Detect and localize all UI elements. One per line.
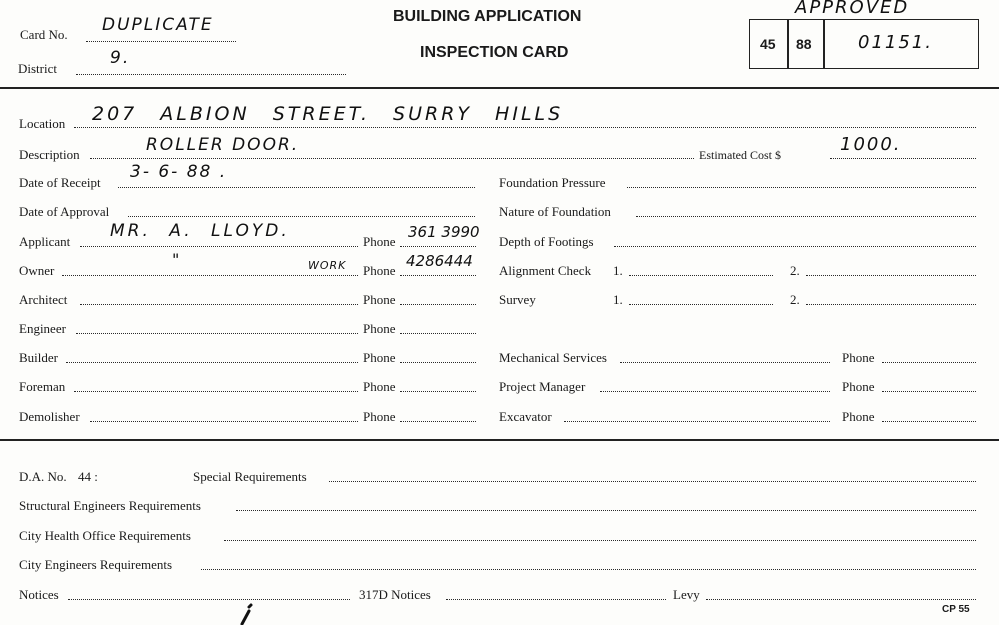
description-dots [90, 158, 694, 159]
health-requirements-label: City Health Office Requirements [19, 528, 191, 543]
estimated-cost-label: Estimated Cost $ [699, 148, 781, 162]
engineer-dots [76, 333, 358, 334]
depth-footings-dots [614, 246, 976, 247]
excavator-label: Excavator [499, 409, 552, 424]
foreman-label: Foreman [19, 379, 66, 394]
date-receipt-label: Date of Receipt [19, 175, 101, 190]
owner-value: " [172, 250, 182, 269]
excavator-phone-dots [882, 421, 976, 422]
nature-foundation-label: Nature of Foundation [499, 204, 611, 219]
card-no-value: DUPLICATE [102, 15, 214, 35]
structural-requirements-label: Structural Engineers Requirements [19, 498, 201, 513]
survey-label: Survey [499, 292, 536, 307]
survey-dots-1 [629, 304, 773, 305]
alignment-num-2: 2. [790, 263, 800, 278]
date-receipt-value: 3- 6- 88 . [130, 162, 228, 182]
requirements-divider [0, 439, 999, 441]
owner-phone-value: 4286444 [406, 252, 473, 270]
alignment-dots-2 [806, 275, 976, 276]
foreman-phone-dots [400, 391, 476, 392]
title-line-1: BUILDING APPLICATION [393, 8, 582, 25]
owner-phone-dots [400, 275, 476, 276]
notices-317d-dots [446, 599, 666, 600]
foreman-dots [74, 391, 358, 392]
survey-num-1: 1. [613, 292, 623, 307]
applicant-phone-dots [400, 246, 476, 247]
applicant-phone-label: Phone [363, 234, 396, 249]
owner-phone-label: Phone [363, 263, 396, 278]
date-receipt-dots [118, 187, 475, 188]
approved-stamp: APPROVED [795, 0, 910, 18]
demolisher-dots [90, 421, 358, 422]
title-line-2: INSPECTION CARD [420, 44, 569, 61]
project-manager-dots [600, 391, 830, 392]
box-number-1: 45 [760, 36, 776, 52]
foreman-phone-label: Phone [363, 379, 396, 394]
box-divider-2 [823, 20, 825, 68]
description-value: ROLLER DOOR. [146, 135, 300, 155]
da-no-value: 44 : [78, 469, 98, 484]
header-divider [0, 87, 999, 89]
mechanical-label: Mechanical Services [499, 350, 607, 365]
project-manager-label: Project Manager [499, 379, 586, 394]
pen-mark [238, 600, 258, 625]
applicant-dots [80, 246, 358, 247]
structural-requirements-dots [236, 510, 976, 511]
nature-foundation-dots [636, 216, 976, 217]
demolisher-label: Demolisher [19, 409, 80, 424]
form-code: CP 55 [942, 604, 970, 615]
date-approval-label: Date of Approval [19, 204, 110, 219]
mechanical-phone-dots [882, 362, 976, 363]
excavator-phone-label: Phone [842, 409, 875, 424]
owner-label: Owner [19, 263, 55, 278]
notices-label: Notices [19, 587, 59, 602]
city-engineers-label: City Engineers Requirements [19, 557, 173, 572]
architect-phone-dots [400, 304, 476, 305]
engineer-phone-label: Phone [363, 321, 396, 336]
district-value: 9. [110, 48, 131, 68]
estimated-cost-dots [830, 158, 976, 159]
alignment-num-1: 1. [613, 263, 623, 278]
architect-label: Architect [19, 292, 68, 307]
foundation-pressure-label: Foundation Pressure [499, 175, 606, 190]
card-no-label: Card No. [20, 27, 68, 42]
architect-phone-label: Phone [363, 292, 396, 307]
box-number-3: 01151. [858, 32, 933, 53]
box-number-2: 88 [796, 36, 812, 52]
health-requirements-dots [224, 540, 976, 541]
location-value: 207 ALBION STREET. SURRY HILLS [92, 103, 564, 125]
levy-label: Levy [673, 587, 700, 602]
project-manager-phone-label: Phone [842, 379, 875, 394]
special-requirements-label: Special Requirements [193, 469, 307, 484]
city-engineers-dots [201, 569, 976, 570]
district-label: District [18, 61, 57, 76]
description-label: Description [19, 147, 80, 162]
alignment-check-label: Alignment Check [499, 263, 592, 278]
project-manager-phone-dots [882, 391, 976, 392]
owner-work-note: WORK [308, 259, 347, 272]
da-no-label: D.A. No. [19, 469, 67, 484]
builder-phone-label: Phone [363, 350, 396, 365]
applicant-label: Applicant [19, 234, 71, 249]
date-approval-dots [128, 216, 475, 217]
applicant-phone-value: 361 3990 [408, 223, 480, 241]
depth-footings-label: Depth of Footings [499, 234, 594, 249]
estimated-cost-value: 1000. [840, 134, 902, 155]
demolisher-phone-dots [400, 421, 476, 422]
applicant-value: MR. A. LLOYD. [110, 221, 290, 241]
engineer-phone-dots [400, 333, 476, 334]
notices-317d-label: 317D Notices [359, 587, 431, 602]
notices-dots [68, 599, 350, 600]
box-divider-1 [787, 20, 789, 68]
survey-dots-2 [806, 304, 976, 305]
card-no-dots [86, 41, 236, 42]
mechanical-phone-label: Phone [842, 350, 875, 365]
architect-dots [80, 304, 358, 305]
special-requirements-dots [329, 481, 976, 482]
foundation-pressure-dots [627, 187, 976, 188]
builder-dots [66, 362, 358, 363]
builder-phone-dots [400, 362, 476, 363]
excavator-dots [564, 421, 830, 422]
district-dots [76, 74, 346, 75]
location-label: Location [19, 116, 66, 131]
engineer-label: Engineer [19, 321, 66, 336]
survey-num-2: 2. [790, 292, 800, 307]
demolisher-phone-label: Phone [363, 409, 396, 424]
mechanical-dots [620, 362, 830, 363]
location-dots [74, 127, 976, 128]
alignment-dots-1 [629, 275, 773, 276]
levy-dots [706, 599, 976, 600]
builder-label: Builder [19, 350, 58, 365]
